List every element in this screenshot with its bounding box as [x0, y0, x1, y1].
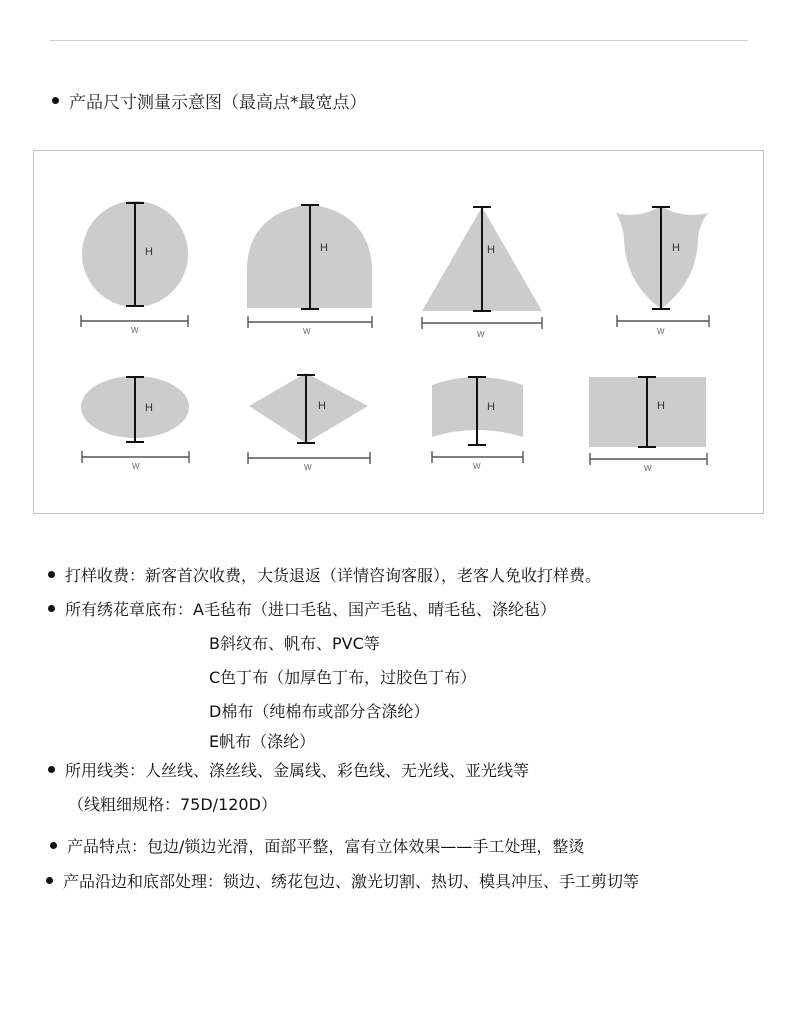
bullet-icon	[48, 605, 55, 612]
fabric-b-text: B斜纹布、帆布、PVC等	[209, 634, 380, 653]
w-label: W	[477, 330, 485, 339]
triangle-shape-group	[422, 207, 542, 339]
w-label: W	[304, 463, 312, 472]
measurement-diagram	[33, 150, 764, 514]
edge-processing-text: 产品沿边和底部处理：锁边、绣花包边、激光切割、热切、模具冲压、手工剪切等	[63, 872, 640, 891]
fabric-line	[48, 597, 556, 620]
w-label: W	[644, 464, 652, 473]
fabric-d-text: D棉布（纯棉布或部分含涤纶）	[209, 702, 430, 721]
measurement-diagram-svg	[34, 151, 765, 515]
title-text: 产品尺寸测量示意图（最高点*最宽点）	[69, 93, 367, 113]
thread-types-line	[48, 758, 529, 781]
features-text: 产品特点：包边/锁边光滑，面部平整，富有立体效果——手工处理，整烫	[67, 837, 585, 856]
fabric-intro-text: 所有绣花章底布：A毛毡布（进口毛毡、国产毛毡、晴毛毡、涤纶毡）	[65, 600, 556, 619]
fabric-c-text: C色丁布（加厚色丁布，过胶色丁布）	[209, 668, 477, 687]
h-label: H	[487, 401, 495, 413]
bullet-icon	[48, 766, 55, 773]
diamond-shape	[249, 373, 368, 443]
sampling-fee-line	[48, 563, 601, 586]
h-label: H	[657, 400, 665, 412]
w-label: W	[473, 462, 481, 471]
h-label: H	[672, 242, 680, 254]
w-label: W	[303, 327, 311, 336]
thread-spec-text: （线粗细规格：75D/120D）	[68, 795, 277, 814]
diamond-shape-group	[248, 373, 370, 472]
arc-banner-shape-group	[432, 377, 523, 471]
rectangle-shape-group	[589, 377, 707, 473]
bullet-icon	[52, 97, 59, 104]
section-title	[52, 88, 367, 113]
ellipse-shape-group	[81, 376, 189, 471]
w-label: W	[657, 327, 665, 336]
h-label: H	[145, 246, 153, 258]
thread-types-text: 所用线类：人丝线、涤丝线、金属线、彩色线、无光线、亚光线等	[65, 761, 530, 780]
w-label: W	[131, 326, 139, 335]
h-label: H	[487, 244, 495, 256]
h-label: H	[145, 402, 153, 414]
dome-shape-group	[247, 204, 372, 336]
circle-shape-group	[81, 201, 188, 335]
h-label: H	[318, 400, 326, 412]
bullet-icon	[46, 877, 53, 884]
top-divider	[50, 40, 748, 41]
fabric-e-text: E帆布（涤纶）	[209, 732, 316, 751]
bullet-icon	[48, 571, 55, 578]
edge-processing-line	[46, 869, 639, 892]
h-label: H	[320, 242, 328, 254]
features-line	[50, 834, 584, 857]
w-label: W	[132, 462, 140, 471]
sampling-fee-text: 打样收费：新客首次收费，大货退返（详情咨询客服），老客人免收打样费。	[65, 566, 602, 585]
bullet-icon	[50, 842, 57, 849]
shield-shape-group	[616, 206, 709, 336]
